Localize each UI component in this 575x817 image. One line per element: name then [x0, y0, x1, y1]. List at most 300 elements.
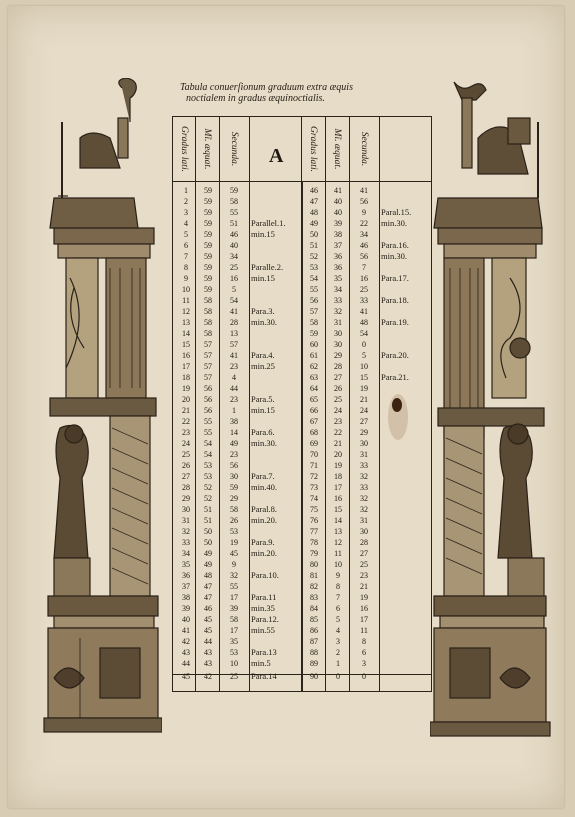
table-cell: 12 — [334, 538, 342, 547]
table-cell: 81 — [310, 571, 318, 580]
table-cell: 19 — [182, 384, 190, 393]
table-cell: min.5 — [251, 658, 271, 668]
table-cell: Para.18. — [381, 295, 409, 305]
table-cell: 66 — [310, 406, 318, 415]
table-cell: 23 — [182, 428, 190, 437]
table-cell: 31 — [360, 516, 368, 525]
table-cell: 59 — [230, 483, 238, 492]
table-cell: 46 — [204, 604, 212, 613]
table-row — [173, 361, 431, 373]
table-cell: 45 — [182, 672, 190, 681]
table-cell: 62 — [310, 362, 318, 371]
table-cell: 27 — [360, 549, 368, 558]
table-cell: 23 — [230, 450, 238, 459]
table-cell: Para.12. — [251, 614, 279, 624]
table-cell: 54 — [360, 329, 368, 338]
table-cell: 67 — [310, 417, 318, 426]
title-line-1: Tabula conuerſionum graduum extra æquis — [180, 82, 353, 93]
table-cell: 11 — [182, 296, 190, 305]
table-cell: 82 — [310, 582, 318, 591]
table-cell: 83 — [310, 593, 318, 602]
table-cell: 30 — [334, 340, 342, 349]
table-cell: 25 — [230, 263, 238, 272]
table-cell: 19 — [360, 593, 368, 602]
table-cell: 73 — [310, 483, 318, 492]
table-cell: 38 — [230, 417, 238, 426]
table-cell: 36 — [334, 263, 342, 272]
table-row — [173, 614, 431, 626]
table-cell: 22 — [360, 219, 368, 228]
table-cell: 41 — [360, 186, 368, 195]
table-cell: 25 — [182, 450, 190, 459]
table-cell: 44 — [182, 659, 190, 668]
table-cell: 35 — [182, 560, 190, 569]
header-label: Mĩ. æquat. — [332, 128, 342, 170]
table-cell: 37 — [334, 241, 342, 250]
table-cell: 43 — [204, 648, 212, 657]
table-row — [173, 482, 431, 494]
table-cell: 17 — [182, 362, 190, 371]
table-cell: 49 — [204, 560, 212, 569]
table-cell: 77 — [310, 527, 318, 536]
table-row — [173, 526, 431, 538]
table-row — [173, 328, 431, 340]
table-cell: 22 — [182, 417, 190, 426]
table-cell: 47 — [204, 593, 212, 602]
table-cell: 7 — [336, 593, 340, 602]
table-cell: Para.17. — [381, 273, 409, 283]
table-cell: 59 — [204, 263, 212, 272]
table-cell: 30 — [360, 439, 368, 448]
table-cell: 39 — [182, 604, 190, 613]
table-cell: 47 — [310, 197, 318, 206]
table-cell: 31 — [360, 450, 368, 459]
table-cell: 16 — [334, 494, 342, 503]
table-cell: 61 — [310, 351, 318, 360]
table-cell: 17 — [360, 615, 368, 624]
table-cell: 55 — [230, 208, 238, 217]
table-cell: Para.6. — [251, 427, 275, 437]
table-cell: 14 — [334, 516, 342, 525]
table-cell: 53 — [230, 527, 238, 536]
table-cell: 8 — [362, 637, 366, 646]
table-row — [173, 515, 431, 527]
table-cell: Para.19. — [381, 317, 409, 327]
table-cell: 45 — [204, 626, 212, 635]
table-cell: 6 — [336, 604, 340, 613]
table-title — [180, 82, 402, 104]
table-cell: 5 — [336, 615, 340, 624]
table-cell: 27 — [360, 417, 368, 426]
table-cell: 57 — [204, 362, 212, 371]
table-cell: 40 — [182, 615, 190, 624]
table-cell: min.15 — [251, 405, 275, 415]
table-cell: 55 — [310, 285, 318, 294]
table-cell: 78 — [310, 538, 318, 547]
table-cell: 80 — [310, 560, 318, 569]
table-row — [173, 603, 431, 615]
table-cell: 35 — [230, 637, 238, 646]
table-cell: 22 — [334, 428, 342, 437]
table-cell: min.15 — [251, 229, 275, 239]
table-row — [173, 295, 431, 307]
table-cell: 58 — [204, 307, 212, 316]
table-cell: 4 — [184, 219, 188, 228]
header-min-aequat-left — [195, 117, 220, 181]
table-row — [173, 471, 431, 483]
table-cell: 59 — [204, 274, 212, 283]
table-cell: 58 — [230, 505, 238, 514]
table-cell: 32 — [360, 472, 368, 481]
header-label: Gradus lati. — [179, 126, 189, 172]
table-cell: Para.16. — [381, 240, 409, 250]
header-label: Gradus lati. — [308, 126, 318, 172]
table-row — [173, 449, 431, 461]
table-cell: 64 — [310, 384, 318, 393]
table-cell: 84 — [310, 604, 318, 613]
table-cell: 33 — [360, 483, 368, 492]
table-cell: 58 — [310, 318, 318, 327]
table-cell: 28 — [360, 538, 368, 547]
table-row — [173, 383, 431, 395]
table-cell: 57 — [204, 351, 212, 360]
table-cell: 59 — [310, 329, 318, 338]
table-cell: 16 — [360, 604, 368, 613]
table-cell: 9 — [336, 571, 340, 580]
table-cell: Para.7. — [251, 471, 275, 481]
table-cell: 44 — [204, 637, 212, 646]
table-cell: 20 — [334, 450, 342, 459]
table-cell: 30 — [230, 472, 238, 481]
table-cell: 12 — [182, 307, 190, 316]
table-cell: 13 — [334, 527, 342, 536]
table-cell: 27 — [334, 373, 342, 382]
table-cell: 18 — [182, 373, 190, 382]
table-cell: 3 — [362, 659, 366, 668]
table-cell: 44 — [230, 384, 238, 393]
table-cell: 74 — [310, 494, 318, 503]
table-cell: 56 — [310, 296, 318, 305]
table-cell: 45 — [230, 549, 238, 558]
table-cell: 53 — [204, 472, 212, 481]
table-cell: 26 — [334, 384, 342, 393]
table-cell: Para.21. — [381, 372, 409, 382]
table-cell: 28 — [230, 318, 238, 327]
table-cell: 88 — [310, 648, 318, 657]
table-cell: 58 — [204, 296, 212, 305]
table-cell: 9 — [232, 560, 236, 569]
table-cell: 1 — [184, 186, 188, 195]
table-cell: 28 — [334, 362, 342, 371]
table-cell: 18 — [334, 472, 342, 481]
header-label: Secunda. — [359, 131, 369, 167]
table-row — [173, 460, 431, 472]
table-cell: 25 — [360, 285, 368, 294]
table-cell: 32 — [334, 307, 342, 316]
table-cell: Para.14 — [251, 671, 277, 681]
table-cell: 32 — [230, 571, 238, 580]
table-row — [173, 493, 431, 505]
table-row — [173, 229, 431, 241]
table-cell: 36 — [182, 571, 190, 580]
table-cell: 10 — [360, 362, 368, 371]
header-secunda-right — [349, 117, 380, 181]
table-cell: 24 — [334, 406, 342, 415]
table-cell: 49 — [310, 219, 318, 228]
table-cell: 57 — [230, 340, 238, 349]
table-cell: min.30. — [381, 218, 407, 228]
table-row — [173, 438, 431, 450]
center-letter: A — [269, 145, 284, 167]
table-cell: 28 — [182, 483, 190, 492]
table-cell: 17 — [334, 483, 342, 492]
table-cell: 90 — [310, 672, 318, 681]
table-cell: 68 — [310, 428, 318, 437]
table-cell: 33 — [334, 296, 342, 305]
table-cell: 57 — [204, 340, 212, 349]
table-cell: 11 — [334, 549, 342, 558]
table-cell: 48 — [204, 571, 212, 580]
table-cell: 2 — [184, 197, 188, 206]
table-cell: 21 — [360, 395, 368, 404]
table-cell: 35 — [334, 274, 342, 283]
table-cell: 29 — [360, 428, 368, 437]
table-cell: 8 — [336, 582, 340, 591]
table-cell: 53 — [230, 648, 238, 657]
table-cell: 6 — [362, 648, 366, 657]
table-cell: 19 — [230, 538, 238, 547]
table-cell: Para.3. — [251, 306, 275, 316]
table-cell: 75 — [310, 505, 318, 514]
table-cell: 10 — [182, 285, 190, 294]
left-woodcut-column — [40, 78, 162, 738]
table-cell: 16 — [182, 351, 190, 360]
table-row — [173, 306, 431, 318]
table-row — [173, 504, 431, 516]
table-cell: 46 — [360, 241, 368, 250]
table-cell: 38 — [334, 230, 342, 239]
table-cell: 38 — [182, 593, 190, 602]
table-cell: 31 — [334, 318, 342, 327]
table-cell: 21 — [360, 582, 368, 591]
table-cell: 33 — [360, 461, 368, 470]
table-cell: 76 — [310, 516, 318, 525]
table-cell: 51 — [310, 241, 318, 250]
table-cell: 56 — [230, 461, 238, 470]
table-cell: 71 — [310, 461, 318, 470]
table-cell: 3 — [184, 208, 188, 217]
table-row — [173, 570, 431, 582]
table-cell: 59 — [204, 241, 212, 250]
title-line-2: noctialem in gradus æquinoctialis. — [186, 93, 325, 104]
table-cell: 54 — [204, 439, 212, 448]
table-cell: 23 — [230, 362, 238, 371]
table-cell: 70 — [310, 450, 318, 459]
table-cell: 16 — [230, 274, 238, 283]
table-cell: 54 — [310, 274, 318, 283]
table-cell: Para.9. — [251, 537, 275, 547]
table-cell: 86 — [310, 626, 318, 635]
table-cell: 46 — [230, 230, 238, 239]
table-cell: 23 — [230, 395, 238, 404]
table-cell: min.20. — [251, 515, 277, 525]
table-cell: 53 — [204, 461, 212, 470]
table-cell: 15 — [360, 373, 368, 382]
table-cell: min.25 — [251, 361, 275, 371]
table-cell: 4 — [336, 626, 340, 635]
header-label: Secunda. — [229, 131, 239, 167]
table-cell: 53 — [310, 263, 318, 272]
table-cell: Para.5. — [251, 394, 275, 404]
table-cell: 50 — [204, 538, 212, 547]
table-cell: 1 — [336, 659, 340, 668]
table-cell: 56 — [204, 395, 212, 404]
table-cell: Parallel.1. — [251, 218, 286, 228]
table-cell: 33 — [182, 538, 190, 547]
table-cell: 32 — [360, 494, 368, 503]
table-cell: 31 — [182, 516, 190, 525]
table-cell: 47 — [204, 582, 212, 591]
table-cell: 55 — [204, 417, 212, 426]
table-cell: 59 — [204, 230, 212, 239]
table-cell: 60 — [310, 340, 318, 349]
table-cell: 0 — [362, 340, 366, 349]
table-cell: 5 — [362, 351, 366, 360]
table-cell: 29 — [334, 351, 342, 360]
table-cell: 87 — [310, 637, 318, 646]
table-cell: 49 — [230, 439, 238, 448]
header-gradus-lati-right — [301, 117, 326, 181]
table-cell: 23 — [360, 571, 368, 580]
table-cell: 48 — [360, 318, 368, 327]
table-cell: 21 — [334, 439, 342, 448]
table-cell: 59 — [204, 186, 212, 195]
table-cell: min.55 — [251, 625, 275, 635]
table-cell: 59 — [204, 219, 212, 228]
table-cell: 20 — [182, 395, 190, 404]
table-cell: 33 — [360, 296, 368, 305]
table-cell: 15 — [334, 505, 342, 514]
table-cell: Paral.15. — [381, 207, 412, 217]
table-cell: 6 — [184, 241, 188, 250]
table-cell: 19 — [360, 384, 368, 393]
table-cell: 59 — [204, 252, 212, 261]
table-cell: Para.10. — [251, 570, 279, 580]
table-cell: 25 — [360, 560, 368, 569]
table-cell: 10 — [230, 659, 238, 668]
table-cell: 63 — [310, 373, 318, 382]
table-cell: 49 — [204, 549, 212, 558]
table-cell: 59 — [230, 186, 238, 195]
table-row — [173, 185, 431, 197]
table-cell: min.30. — [251, 317, 277, 327]
table-cell: 23 — [334, 417, 342, 426]
table-cell: 34 — [182, 549, 190, 558]
table-row — [173, 196, 431, 208]
table-cell: 52 — [204, 494, 212, 503]
table-cell: min.15 — [251, 273, 275, 283]
table-cell: 41 — [230, 307, 238, 316]
table-cell: Paral.8. — [251, 504, 277, 514]
table-cell: 3 — [336, 637, 340, 646]
table-cell: 43 — [204, 659, 212, 668]
table-cell: 5 — [184, 230, 188, 239]
table-cell: 57 — [204, 373, 212, 382]
table-row — [173, 658, 431, 670]
table-cell: 29 — [230, 494, 238, 503]
table-cell: Para.4. — [251, 350, 275, 360]
table-cell: 51 — [230, 219, 238, 228]
header-gradus-lati-left — [173, 117, 196, 181]
table-cell: 14 — [230, 428, 238, 437]
table-row — [173, 262, 431, 274]
table-cell: 10 — [334, 560, 342, 569]
table-cell: 40 — [334, 208, 342, 217]
table-cell: 58 — [204, 329, 212, 338]
table-cell: 15 — [182, 340, 190, 349]
table-cell: 29 — [182, 494, 190, 503]
table-cell: 1 — [232, 406, 236, 415]
table-cell: 56 — [204, 406, 212, 415]
table-cell: 4 — [232, 373, 236, 382]
table-cell: 40 — [334, 197, 342, 206]
table-row — [173, 625, 431, 637]
table-cell: 14 — [182, 329, 190, 338]
table-row — [173, 251, 431, 263]
table-cell: 9 — [362, 208, 366, 217]
table-cell: 59 — [204, 208, 212, 217]
table-cell: 57 — [310, 307, 318, 316]
table-cell: 59 — [204, 197, 212, 206]
header-label: Mĩ. æquat. — [202, 128, 212, 170]
table-row — [173, 339, 431, 351]
table-cell: 41 — [182, 626, 190, 635]
table-cell: 54 — [230, 296, 238, 305]
table-cell: min.20. — [251, 548, 277, 558]
table-cell: 9 — [184, 274, 188, 283]
table-cell: 59 — [204, 285, 212, 294]
table-row — [173, 218, 431, 230]
table-cell: 7 — [184, 252, 188, 261]
table-cell: 34 — [360, 230, 368, 239]
table-cell: 46 — [310, 186, 318, 195]
table-cell: 39 — [334, 219, 342, 228]
table-cell: 36 — [334, 252, 342, 261]
table-cell: 65 — [310, 395, 318, 404]
table-cell: 27 — [182, 472, 190, 481]
table-cell: 51 — [204, 505, 212, 514]
table-cell: 58 — [230, 615, 238, 624]
table-cell: 32 — [182, 527, 190, 536]
table-cell: Para.20. — [381, 350, 409, 360]
table-cell: 48 — [310, 208, 318, 217]
table-cell: 40 — [230, 241, 238, 250]
table-row — [173, 548, 431, 560]
table-cell: 72 — [310, 472, 318, 481]
table-cell: 55 — [230, 582, 238, 591]
table-row — [173, 537, 431, 549]
table-cell: 69 — [310, 439, 318, 448]
table-cell: 56 — [360, 197, 368, 206]
table-row — [173, 671, 431, 683]
table-cell: 16 — [360, 274, 368, 283]
table-cell: 21 — [182, 406, 190, 415]
table-cell: 13 — [182, 318, 190, 327]
table-row — [173, 647, 431, 659]
header-min-aequat-right — [325, 117, 350, 181]
table-cell: 51 — [204, 516, 212, 525]
table-row — [173, 559, 431, 571]
